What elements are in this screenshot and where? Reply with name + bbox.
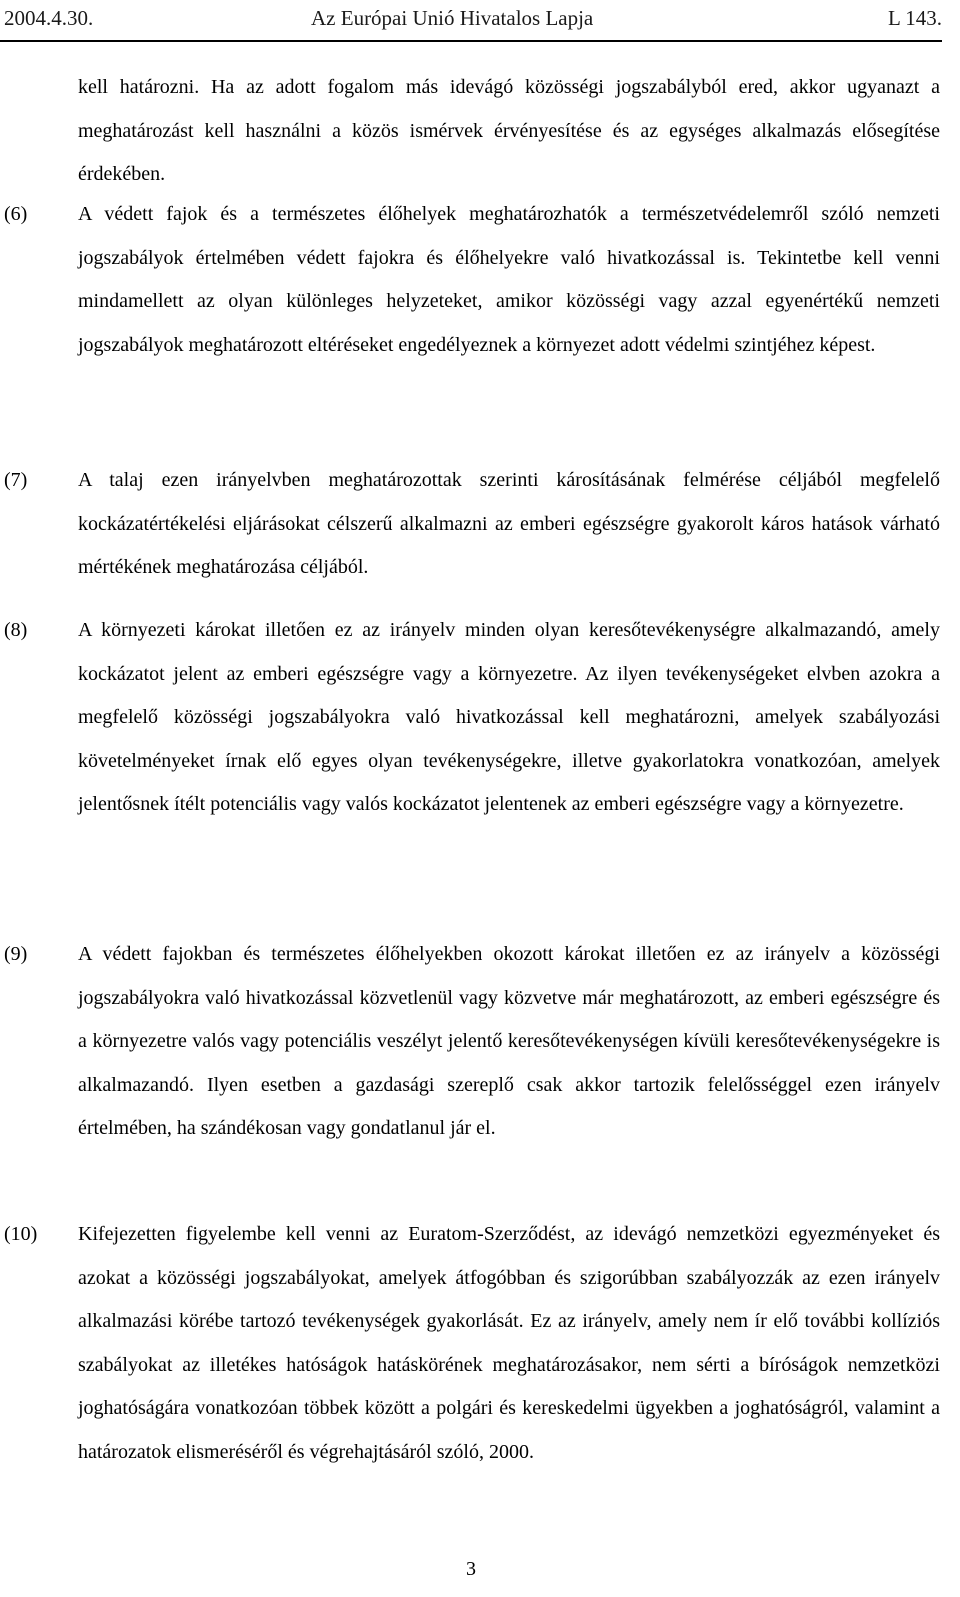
header-journal-title: Az Európai Unió Hivatalos Lapja [311,6,594,30]
recital-9 [0,933,942,1151]
recital-text: A környezeti károkat illetően ez az irányelv minden olyan keresőtevékenységre alkalmazandó, amely kockázatot jelent az emberi egészségre vagy a környezetre. Az ilyen tevékenységeket elvben azokra a megfelelő közösségi jogszabályokra való hivatkozással kell meghatározni, amelyek szabályozási követelményeket írnak elő egyes olyan tevékenységekre, illetve gyakorlatokra vonatkozóan, amelyek jelentősnek ítélt potenciális vagy valós kockázatot jelentenek az emberi egészségre vagy a környezetre. [78,619,940,815]
continuation-paragraph [0,66,942,197]
recital-6 [0,193,942,367]
recital-7 [0,459,942,590]
recital-10 [0,1213,942,1474]
paragraph-text: kell határozni. Ha az adott fogalom más idevágó közösségi jogszabályból ered, akkor ugyanazt a meghatározást kell használni a közös ismérvek érvényesítése és az egységes alkalmazás elősegítése érdekében. [78,76,940,185]
header-date: 2004.4.30. [4,6,94,30]
recital-text: A talaj ezen irányelvben meghatározottak szerinti károsításának felmérése céljából megfelelő kockázatértékelési eljárásokat célszerű alkalmazni az emberi egészségre gyakorolt káros hatások várható mértékének meghatározása céljából. [78,469,940,578]
recital-number: (9) [4,943,28,965]
page-header [0,0,942,32]
recital-text: Kifejezetten figyelembe kell venni az Euratom-Szerződést, az idevágó nemzetközi egyezményeket és azokat a közösségi jogszabályokat, amelyek átfogóbban és szigorúbban szabályozzák az ezen irányelv alkalmazási körébe tartozó tevékenységek gyakorlását. Ez az irányelv, amely nem ír elő további kollíziós szabályokat az illetékes hatóságok hatáskörének meghatározásakor, nem sérti a bíróságok nemzetközi joghatóságára vonatkozóan többek között a polgári és kereskedelmi ügyekben a joghatóságról, valamint a határozatok elismeréséről és végrehajtásáról szóló, 2000. [78,1223,940,1463]
recital-8 [0,609,942,827]
recital-number: (6) [4,203,28,225]
recital-text: A védett fajokban és természetes élőhelyekben okozott károkat illetően ez az irányelv a közösségi jogszabályokra való hivatkozással közvetlenül vagy közvetve már meghatározott, az emberi egészségre és a környezetre valós vagy potenciális veszélyt jelentő keresőtevékenységen kívüli keresőtevékenységekre is alkalmazandó. Ilyen esetben a gazdasági szereplő csak akkor tartozik felelősséggel ezen irányelv értelmében, ha szándékosan vagy gondatlanul jár el. [78,943,940,1139]
footer-page-number: 3 [466,1558,476,1580]
recital-number: (8) [4,619,28,641]
recital-number: (10) [4,1223,38,1245]
header-divider [0,40,942,42]
recital-text: A védett fajok és a természetes élőhelyek meghatározhatók a természetvédelemről szóló nemzeti jogszabályok értelmében védett fajokra és élőhelyekre való hivatkozással is. Tekintetbe kell venni mindamellett az olyan különleges helyzeteket, amikor közösségi vagy azzal egyenértékű nemzeti jogszabályok meghatározott eltéréseket engedélyeznek a környezet adott védelmi szintjéhez képest. [78,203,940,356]
header-page-reference: L 143. [887,6,942,30]
recital-number: (7) [4,469,28,491]
